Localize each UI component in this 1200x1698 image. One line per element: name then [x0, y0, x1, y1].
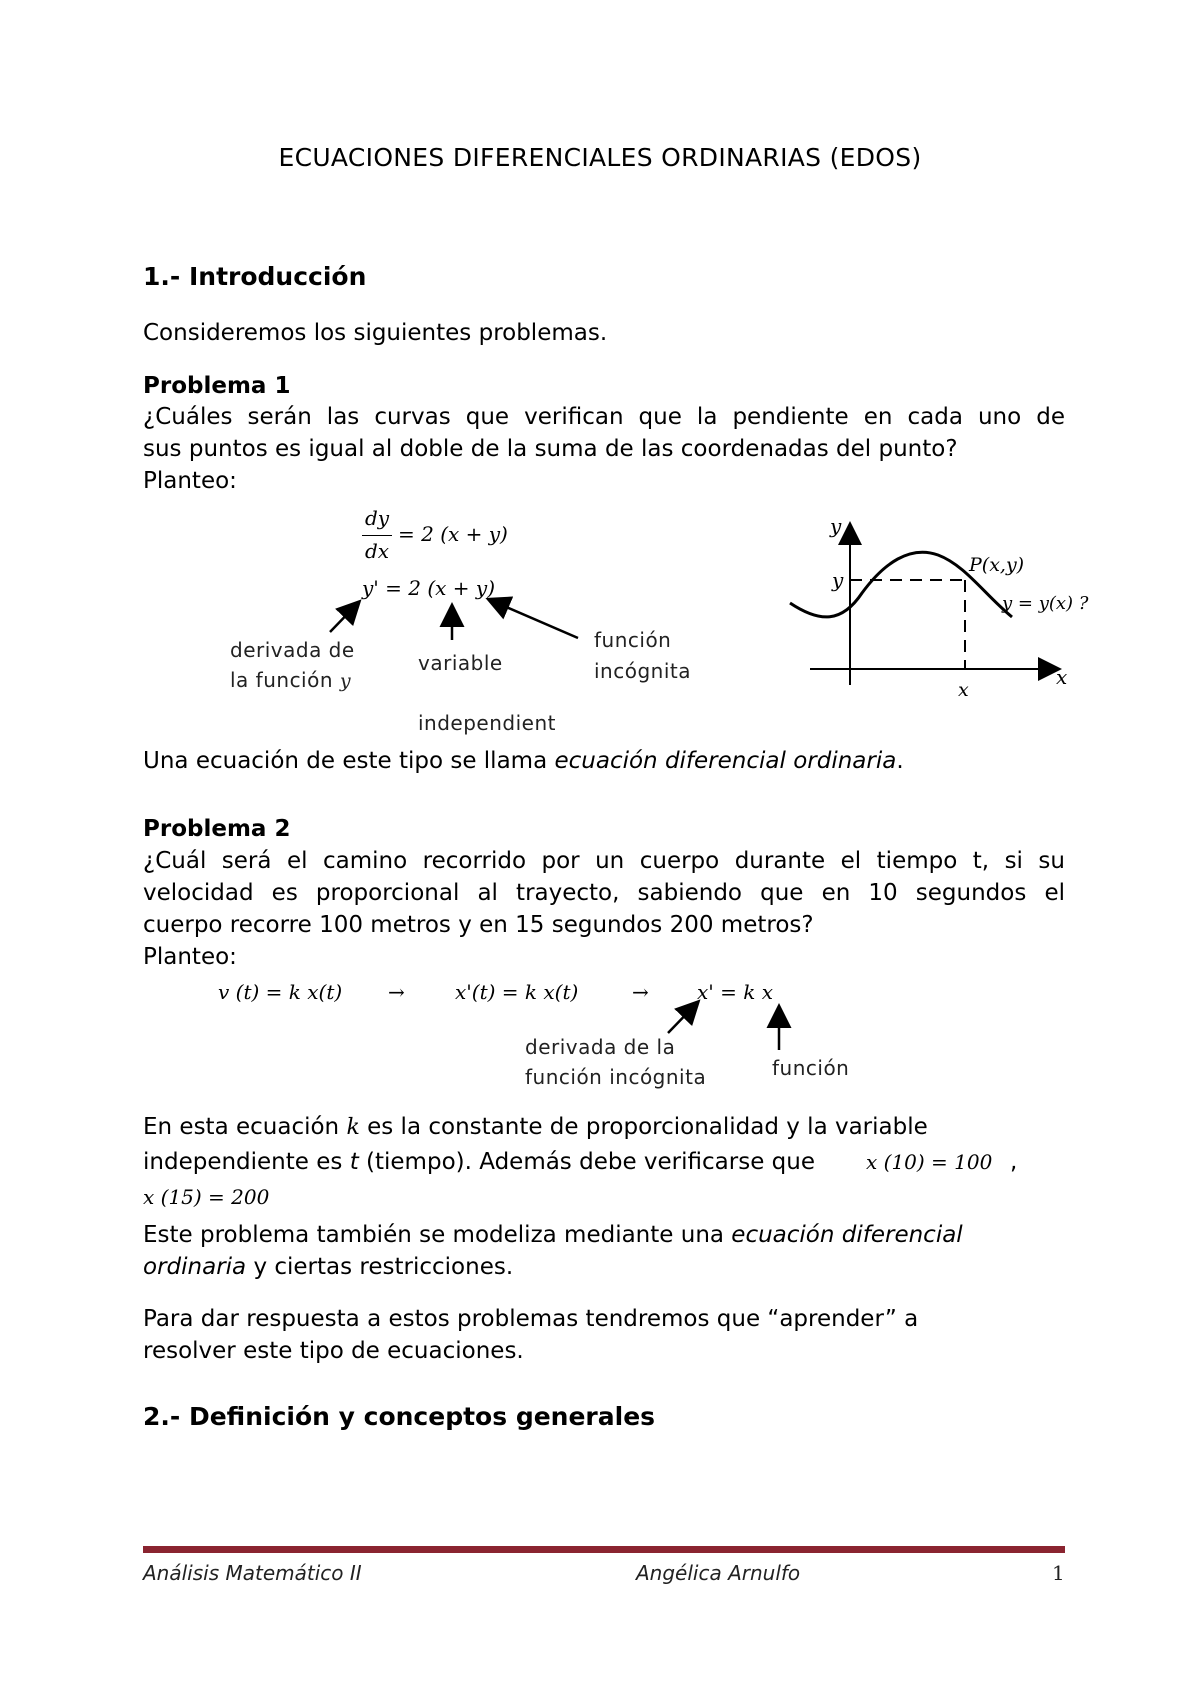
- problem-2-text-5: Para dar respuesta a estos problemas tendremos que “aprender” a: [143, 1306, 919, 1332]
- problem-1-line-1: ¿Cuáles serán las curvas que verifican que la pendiente en cada uno de: [143, 404, 1065, 430]
- problem-2-line-2: velocidad es proporcional al trayecto, sabiendo que en 10 segundos el: [143, 880, 1065, 906]
- problem-2-line-3: cuerpo recorre 100 metros y en 15 segundos 200 metros?: [143, 912, 814, 938]
- footer-subject: Análisis Matemático II: [143, 1561, 362, 1585]
- label-incognita: incógnita: [594, 659, 691, 683]
- condition-2: x (15) = 200: [143, 1185, 270, 1209]
- graph-x-axis-label: x: [1056, 665, 1068, 689]
- problem-2-text-1: [143, 1114, 928, 1140]
- problem-2-text-2: [143, 1149, 815, 1175]
- conclusion-emphasis: ecuación diferencial ordinaria: [554, 748, 897, 774]
- intro-paragraph: Consideremos los siguientes problemas.: [143, 320, 608, 346]
- arrow-derivada: [330, 603, 358, 632]
- footer-rule: [143, 1546, 1065, 1553]
- eq-derivative: x'(t) = k x(t): [455, 980, 579, 1004]
- label-derivada-var: y: [339, 670, 352, 692]
- graph-curve-label: y = y(x) ?: [1002, 593, 1089, 614]
- graph-y-axis-label: y: [830, 514, 842, 538]
- conclusion-text: Una ecuación de este tipo se llama: [143, 748, 555, 774]
- text-1b: es la constante de proporcionalidad y la variable: [359, 1114, 928, 1140]
- arrow-funcion: [490, 600, 578, 638]
- section-2-heading: 2.- Definición y conceptos generales: [143, 1402, 656, 1431]
- text-3a: Este problema también se modeliza mediante una: [143, 1222, 732, 1248]
- condition-comma: ,: [1010, 1149, 1018, 1175]
- problem-2-text-3: [143, 1222, 963, 1248]
- problem-2-text-6: resolver este tipo de ecuaciones.: [143, 1338, 524, 1364]
- problem-1-line-2: sus puntos es igual al doble de la suma de las coordenadas del punto?: [143, 436, 958, 462]
- eq1-denominator: dx: [364, 539, 390, 563]
- label-funcion-2: función: [772, 1056, 850, 1080]
- document-title: ECUACIONES DIFERENCIALES ORDINARIAS (EDOS): [278, 143, 922, 172]
- label-independiente: independient: [418, 711, 556, 735]
- text-2b: (tiempo). Además debe verificarse que: [358, 1149, 815, 1175]
- condition-1: x (10) = 100: [866, 1150, 993, 1174]
- arrow-derivada-2: [668, 1003, 697, 1033]
- eq1-numerator: dy: [364, 506, 390, 530]
- label-funcion: función: [594, 628, 672, 652]
- text-1-k: k: [346, 1115, 360, 1140]
- text-4b: y ciertas restricciones.: [246, 1254, 514, 1280]
- problem-1-label: Problema 1: [143, 373, 291, 399]
- label-derivada-2-line-2: función incógnita: [525, 1065, 707, 1089]
- eq-short: x' = k x: [697, 980, 774, 1004]
- footer-page-number: 1: [1052, 1561, 1065, 1585]
- problem-1-conclusion: [143, 748, 904, 774]
- graph-curve: [780, 505, 1110, 705]
- graph-x-tick-label: x: [958, 679, 969, 701]
- problem-2-planteo: Planteo:: [143, 944, 237, 970]
- label-derivada-2-line-1: derivada de la: [525, 1035, 676, 1059]
- eq-arrow-2: →: [632, 980, 649, 1004]
- conclusion-period: .: [896, 748, 904, 774]
- text-4-emphasis: ordinaria: [143, 1254, 247, 1280]
- footer-author: Angélica Arnulfo: [636, 1561, 801, 1585]
- label-derivada-line-1: derivada de: [230, 638, 355, 662]
- text-3-emphasis: ecuación diferencial: [731, 1222, 963, 1248]
- graph-y-tick-label: y: [832, 568, 844, 592]
- label-derivada-text: la función: [230, 668, 334, 692]
- eq1-rhs: = 2 (x + y): [398, 522, 508, 546]
- problem-1-planteo: Planteo:: [143, 468, 237, 494]
- section-1-heading: 1.- Introducción: [143, 262, 367, 291]
- graph-point-label: P(x,y): [969, 554, 1025, 576]
- text-1a: En esta ecuación: [143, 1114, 347, 1140]
- problem-2-text-4: [143, 1254, 513, 1280]
- text-2-t: t: [349, 1149, 359, 1175]
- eq2: y' = 2 (x + y): [362, 576, 496, 600]
- text-2a: independiente es: [143, 1149, 350, 1175]
- label-derivada-line-2: [230, 668, 351, 692]
- eq-arrow-1: →: [388, 980, 405, 1004]
- label-variable: variable: [418, 651, 503, 675]
- eq-velocity: v (t) = k x(t): [218, 980, 343, 1004]
- problem-2-line-1: ¿Cuál será el camino recorrido por un cuerpo durante el tiempo t, si su: [143, 848, 1065, 874]
- problem-2-label: Problema 2: [143, 816, 291, 842]
